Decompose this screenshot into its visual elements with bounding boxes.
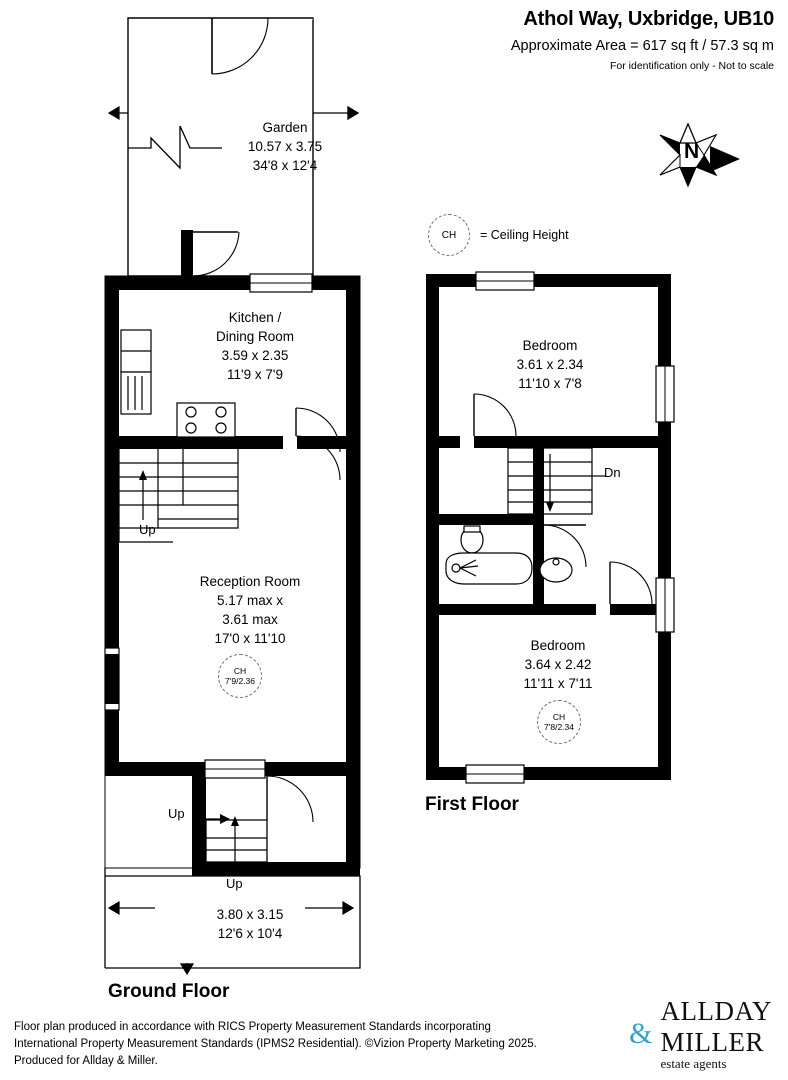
ch-legend-abbr: CH: [441, 229, 457, 241]
ch-legend-bubble: [428, 214, 470, 256]
room-rear-imperial: 12'6 x 10'4: [217, 926, 283, 941]
compass-north-label: N: [684, 140, 700, 163]
ceiling-height-legend: [428, 214, 569, 256]
footer-disclaimer: [14, 1019, 537, 1070]
first-floor-stairs: [508, 448, 606, 514]
compass-star: [660, 124, 740, 186]
room-bedroom-2: [448, 636, 668, 693]
brand-tagline: estate agents: [660, 1056, 727, 1071]
bedroom2-ch-value: 7'8/2.34: [544, 722, 574, 732]
floor-label-first: First Floor: [425, 794, 519, 815]
room-bedroom1-imperial: 11'10 x 7'8: [518, 376, 582, 391]
room-reception-metric2: 3.61 max: [222, 612, 278, 627]
room-reception-imperial: 17'0 x 11'10: [214, 631, 286, 646]
brand-ampersand: &: [629, 1017, 653, 1050]
compass-rose: [648, 118, 743, 193]
room-bedroom2-name: Bedroom: [530, 638, 586, 653]
room-kitchen-name-line1: Kitchen /: [228, 310, 282, 325]
room-bedroom2-imperial: 11'11 x 7'11: [523, 676, 593, 691]
approximate-area: Approximate Area = 617 sq ft / 57.3 sq m: [510, 38, 774, 54]
room-bedroom2-metric: 3.64 x 2.42: [524, 657, 592, 672]
bedroom2-ch-label: CH: [552, 712, 566, 722]
room-garden-name: Garden: [262, 120, 308, 135]
header: [511, 8, 774, 72]
reception-ch-value: 7'9/2.36: [225, 676, 255, 686]
room-reception-name: Reception Room: [199, 574, 301, 589]
stair-up-label-1: Up: [139, 522, 156, 537]
footer-line-1: Floor plan produced in accordance with RICS Property Measurement Standards incorporating: [14, 1021, 491, 1033]
room-kitchen-name-line2: Dining Room: [215, 329, 295, 344]
room-bedroom-1: [440, 336, 660, 393]
brand-logo[interactable]: [629, 996, 772, 1072]
up-arrow-indicator: [196, 812, 230, 826]
room-bedroom1-metric: 3.61 x 2.34: [516, 357, 584, 372]
room-reception: [130, 572, 370, 648]
room-rear-metric: 3.80 x 3.15: [216, 907, 284, 922]
brand-name-line1: ALLDAY: [660, 996, 772, 1026]
footer-line-2: International Property Measurement Standards (IPMS2 Residential). ©Vizion Property Marketing 2025.: [14, 1038, 537, 1050]
room-garden-imperial: 34'8 x 12'4: [252, 158, 318, 173]
stair-dn-label: Dn: [604, 465, 621, 480]
room-kitchen-metric: 3.59 x 2.35: [221, 348, 289, 363]
room-garden: [190, 118, 380, 175]
room-kitchen-dining: [143, 308, 367, 384]
ch-legend-text: = Ceiling Height: [480, 228, 569, 242]
bathroom-fittings: [446, 526, 572, 584]
room-rear-area: [150, 905, 350, 943]
room-bedroom1-name: Bedroom: [522, 338, 578, 353]
bedroom2-ceiling-height: [537, 700, 581, 744]
floor-label-ground: Ground Floor: [108, 981, 230, 1002]
ground-floor-stairs: [119, 449, 238, 542]
stair-up-label-3: Up: [226, 876, 243, 891]
reception-ceiling-height: [218, 654, 262, 698]
room-reception-metric: 5.17 max x: [216, 593, 284, 608]
reception-ch-label: CH: [233, 666, 247, 676]
room-kitchen-imperial: 11'9 x 7'9: [227, 367, 283, 382]
disclaimer-text: For identification only - Not to scale: [610, 60, 774, 72]
footer-line-3: Produced for Allday & Miller.: [14, 1055, 158, 1067]
page-title: Athol Way, Uxbridge, UB10: [523, 8, 774, 30]
brand-name-line2: MILLER: [660, 1027, 764, 1057]
room-garden-metric: 10.57 x 3.75: [247, 139, 323, 154]
stair-up-label-2: Up: [168, 806, 185, 821]
